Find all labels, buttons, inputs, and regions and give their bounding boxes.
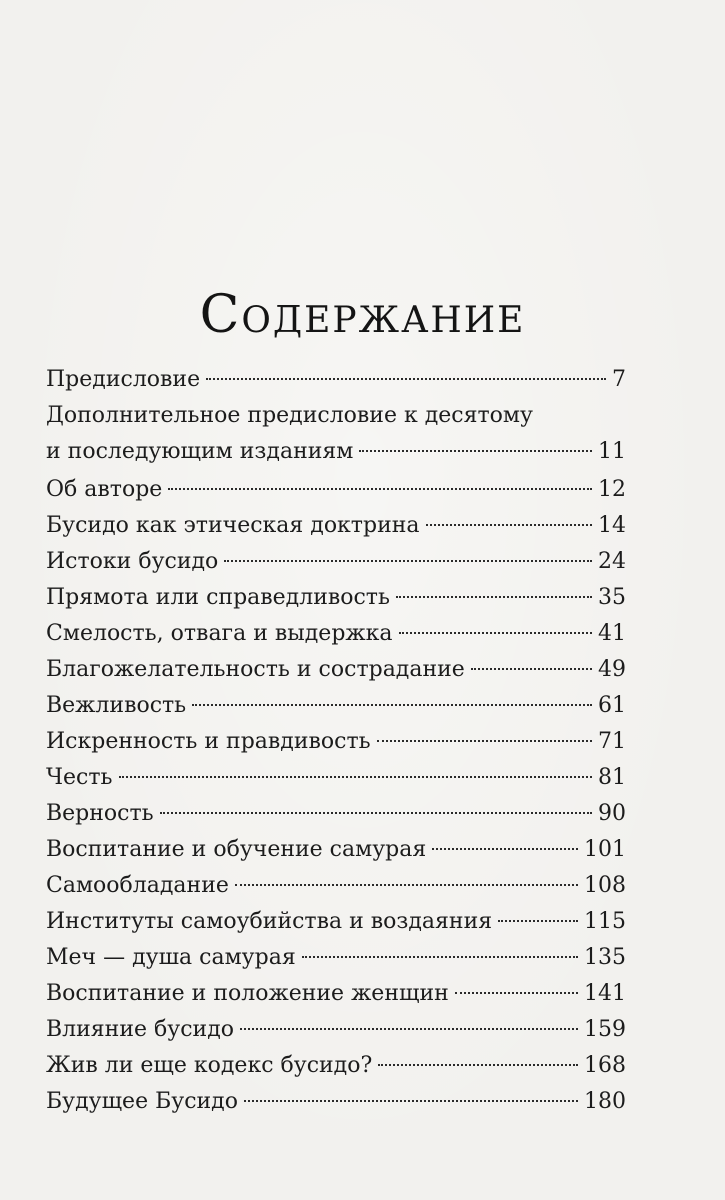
dot-leader <box>455 992 578 994</box>
toc-entry-title: Самообладание <box>46 873 229 898</box>
toc-entry-page: 159 <box>584 1017 626 1042</box>
table-of-contents <box>46 362 626 1120</box>
dot-leader <box>396 596 592 598</box>
toc-entry-page: 180 <box>584 1089 626 1114</box>
toc-entry <box>46 580 626 616</box>
dot-leader <box>160 812 592 814</box>
toc-entry-title: Предисловие <box>46 367 201 392</box>
dot-leader <box>426 524 592 526</box>
toc-entry-title: Меч — душа самурая <box>46 945 296 970</box>
toc-entry-page: 71 <box>598 729 626 754</box>
toc-entry <box>46 976 626 1012</box>
toc-entry-title: Об авторе <box>46 477 163 502</box>
toc-entry-page: 108 <box>584 873 626 898</box>
dot-leader <box>471 668 592 670</box>
toc-entry-page: 61 <box>598 693 626 718</box>
toc-entry <box>46 868 626 904</box>
toc-entry-page: 11 <box>598 439 626 464</box>
dot-leader <box>399 632 593 634</box>
toc-entry-title: Институты самоубийства и воздаяния <box>46 909 493 934</box>
toc-entry-page: 12 <box>598 477 626 502</box>
toc-entry <box>46 472 626 508</box>
toc-entry-page: 90 <box>598 801 626 826</box>
toc-entry <box>46 362 626 398</box>
dot-leader <box>244 1100 578 1102</box>
toc-entry-page: 14 <box>598 513 626 538</box>
toc-entry <box>46 904 626 940</box>
toc-entry-title: Истоки бусидо <box>46 549 219 574</box>
dot-leader <box>359 450 592 452</box>
toc-entry <box>46 796 626 832</box>
toc-entry <box>46 724 626 760</box>
dot-leader <box>432 848 578 850</box>
toc-entry-title: Смелость, отвага и выдержка <box>46 621 393 646</box>
dot-leader <box>302 956 578 958</box>
toc-entry-page: 24 <box>598 549 626 574</box>
dot-leader <box>235 884 578 886</box>
toc-entry-title: Воспитание и положение женщин <box>46 981 449 1006</box>
page-title: Содержание <box>199 284 526 345</box>
dot-leader <box>498 920 578 922</box>
toc-entry <box>46 940 626 976</box>
toc-entry-page: 41 <box>598 621 626 646</box>
toc-entry <box>46 1048 626 1084</box>
toc-entry-page: 81 <box>598 765 626 790</box>
dot-leader <box>378 1064 578 1066</box>
toc-entry-page: 49 <box>598 657 626 682</box>
toc-entry-page: 7 <box>612 367 626 392</box>
toc-entry <box>46 398 626 472</box>
dot-leader <box>168 488 592 490</box>
toc-entry <box>46 1012 626 1048</box>
toc-entry-title: Бусидо как этическая доктрина <box>46 513 420 538</box>
toc-entry <box>46 832 626 868</box>
toc-entry <box>46 616 626 652</box>
toc-entry <box>46 508 626 544</box>
dot-leader <box>377 740 592 742</box>
toc-entry-page: 115 <box>584 909 626 934</box>
toc-entry-title: Искренность и правдивость <box>46 729 371 754</box>
dot-leader <box>224 560 592 562</box>
toc-entry <box>46 1084 626 1120</box>
toc-entry <box>46 544 626 580</box>
dot-leader <box>240 1028 578 1030</box>
toc-entry-page: 135 <box>584 945 626 970</box>
toc-entry-page: 101 <box>584 837 626 862</box>
dot-leader <box>119 776 593 778</box>
toc-entry-title: Вежливость <box>46 693 187 718</box>
toc-entry-page: 168 <box>584 1053 626 1078</box>
dot-leader <box>192 704 592 706</box>
toc-entry <box>46 760 626 796</box>
dot-leader <box>206 378 606 380</box>
toc-entry <box>46 652 626 688</box>
toc-entry-page: 141 <box>584 981 626 1006</box>
toc-entry-title: Воспитание и обучение самурая <box>46 837 427 862</box>
toc-entry-title-line1: Дополнительное предисловие к десятому <box>46 403 533 428</box>
toc-entry-page: 35 <box>598 585 626 610</box>
toc-entry-title: Влияние бусидо <box>46 1017 234 1042</box>
toc-entry-title: Честь <box>46 765 113 790</box>
toc-entry-title: и последующим изданиям <box>46 439 354 464</box>
toc-entry-title: Будущее Бусидо <box>46 1089 238 1114</box>
toc-entry-title: Благожелательность и сострадание <box>46 657 465 682</box>
toc-entry-title: Прямота или справедливость <box>46 585 390 610</box>
toc-entry-title: Жив ли еще кодекс бусидо? <box>46 1053 373 1078</box>
toc-entry <box>46 688 626 724</box>
toc-entry-title: Верность <box>46 801 154 826</box>
